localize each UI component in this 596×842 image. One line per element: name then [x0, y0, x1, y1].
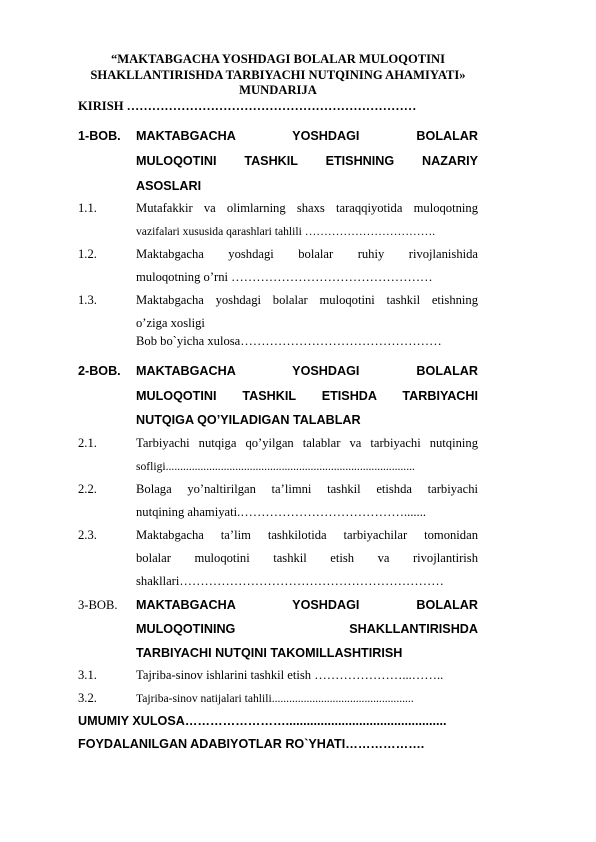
toc-bob-1-title-line-2: MULOQOTINI TASHKIL ETISHNING NAZARIY	[136, 154, 478, 168]
toc-section-2-2-line-1: Bolaga yo’naltirilgan ta’limni tashkil etishda tarbiyachi	[136, 482, 478, 496]
toc-section-1-1-line-1: Mutafakkir va olimlarning shaxs taraqqiyotida muloqotning	[136, 201, 478, 215]
toc-section-2-1-number: 2.1.	[78, 436, 97, 450]
toc-bob-2-title-line-1: MAKTABGACHA YOSHDAGI BOLALAR	[136, 364, 478, 378]
toc-section-3-1-number: 3.1.	[78, 668, 97, 682]
toc-section-1-1-line-2: vazifalari xususida qarashlari tahlili …………………………….	[136, 225, 436, 238]
document-title	[78, 52, 478, 99]
toc-bob-3-title-line-2: MULOQOTINING SHAKLLANTIRISHDA	[136, 622, 478, 636]
toc-adabiyotlar: FOYDALANILGAN ADABIYOTLAR RO`YHATI……………….	[78, 737, 425, 751]
toc-bob-3-title-line-1: MAKTABGACHA YOSHDAGI BOLALAR	[136, 598, 478, 612]
toc-section-3-2-line-1: Tajriba-sinov natijalari tahlili.................................................	[136, 692, 414, 705]
toc-bob-3-title-line-3: TARBIYACHI NUTQINI TAKOMILLASHTIRISH	[136, 646, 403, 660]
toc-section-2-2-number: 2.2.	[78, 482, 97, 496]
toc-section-3-2-number: 3.2.	[78, 691, 97, 705]
toc-bob-2-number: 2-BOB.	[78, 364, 121, 378]
toc-section-2-3-line-3: shakllari………………………………………………………	[136, 574, 444, 588]
toc-bob-2-title-line-2: MULOQOTINI TASHKIL ETISHDA TARBIYACHI	[136, 389, 478, 403]
toc-section-2-3-line-2: bolalar muloqotini tashkil etish va rivojlantirish	[136, 551, 478, 565]
title-line-2: SHAKLLANTIRISHDA TARBIYACHI NUTQINING AHAMIYATI»	[90, 67, 466, 82]
toc-section-1-2-number: 1.2.	[78, 247, 97, 261]
toc-bob-1-summary: Bob bo`yicha xulosa…………………………………………	[136, 334, 442, 348]
toc-bob-1-title-line-1: MAKTABGACHA YOSHDAGI BOLALAR	[136, 129, 478, 143]
toc-section-3-1-line-1: Tajriba-sinov ishlarini tashkil etish …………………...……..	[136, 668, 444, 682]
toc-section-2-3-number: 2.3.	[78, 528, 97, 542]
toc-section-1-2-line-2: muloqotning o’rni …………………………………………	[136, 270, 433, 284]
toc-section-2-2-line-2: nutqining ahamiyati.………………………………….......	[136, 505, 426, 519]
toc-umumiy-xulosa: UMUMIY XULOSA……………………..............................................	[78, 714, 447, 728]
toc-bob-2-title-line-3: NUTQIGA QO’YILADIGAN TALABLAR	[136, 413, 361, 427]
title-line-1: “MAKTABGACHA YOSHDAGI BOLALAR MULOQOTINI	[110, 52, 446, 66]
title-line-3: MUNDARIJA	[239, 83, 317, 98]
toc-section-2-1-line-2: sofligi......................................................................................	[136, 460, 415, 473]
toc-section-1-1-number: 1.1.	[78, 201, 97, 215]
toc-section-1-3-number: 1.3.	[78, 293, 97, 307]
toc-section-1-3-line-2: o’ziga xosligi	[136, 316, 205, 330]
toc-section-2-1-line-1: Tarbiyachi nutqiga qo’yilgan talablar va tarbiyachi nutqining	[136, 436, 478, 450]
toc-bob-1-title-line-3: ASOSLARI	[136, 179, 202, 193]
toc-section-1-2-line-1: Maktabgacha yoshdagi bolalar ruhiy rivojlanishida	[136, 247, 478, 261]
toc-kirish: KIRISH ……………………………………………………………	[78, 99, 417, 113]
toc-section-2-3-line-1: Maktabgacha ta’lim tashkilotida tarbiyachilar tomonidan	[136, 528, 478, 542]
toc-bob-1-number: 1-BOB.	[78, 129, 121, 143]
toc-section-1-3-line-1: Maktabgacha yoshdagi bolalar muloqotini tashkil etishning	[136, 293, 478, 307]
toc-bob-3-number: 3-BOB.	[78, 598, 118, 612]
